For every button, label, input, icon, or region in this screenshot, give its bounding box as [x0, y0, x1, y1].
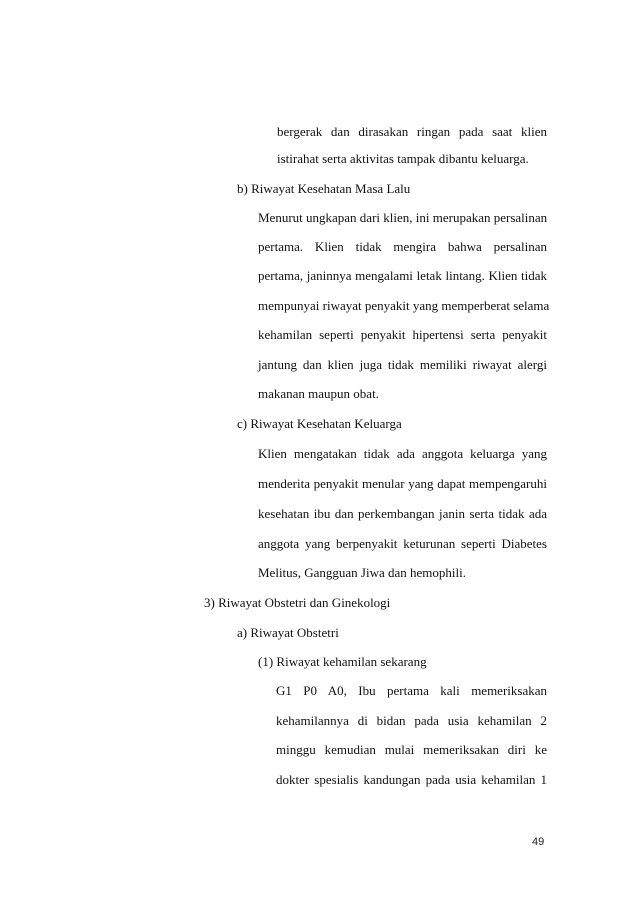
paragraph-line: menderita penyakit menular yang dapat mempengaruhi — [258, 476, 547, 491]
paragraph-line: minggu kemudian mulai memeriksakan diri ke — [276, 742, 547, 757]
paragraph-line: anggota yang berpenyakit keturunan seperti Diabetes — [258, 536, 547, 551]
paragraph-line: bergerak dan dirasakan ringan pada saat klien — [277, 124, 547, 139]
paragraph-line: dokter spesialis kandungan pada usia kehamilan 1 — [276, 772, 547, 787]
paragraph-line: kesehatan ibu dan perkembangan janin serta tidak ada — [258, 506, 547, 521]
paragraph-line: kehamilannya di bidan pada usia kehamilan 2 — [276, 713, 547, 728]
paragraph-line: G1 P0 A0, Ibu pertama kali memeriksakan — [276, 683, 547, 698]
paragraph-line: jantung dan klien juga tidak memiliki riwayat alergi — [258, 357, 547, 372]
paragraph-line: Klien mengatakan tidak ada anggota keluarga yang — [258, 446, 547, 461]
subsection-heading: (1) Riwayat kehamilan sekarang — [258, 654, 427, 669]
paragraph-line: pertama, janinnya mengalami letak lintang. Klien tidak — [258, 268, 547, 283]
paragraph-line: Menurut ungkapan dari klien, ini merupakan persalinan — [258, 210, 548, 225]
paragraph-line: Melitus, Gangguan Jiwa dan hemophili. — [258, 565, 466, 580]
page-number: 49 — [532, 836, 545, 848]
paragraph-line: makanan maupun obat. — [258, 386, 379, 401]
subsection-heading: a) Riwayat Obstetri — [237, 625, 339, 640]
paragraph-line: pertama. Klien tidak mengira bahwa persalinan — [258, 239, 547, 254]
paragraph-line: istirahat serta aktivitas tampak dibantu keluarga. — [277, 151, 529, 166]
section-heading: b) Riwayat Kesehatan Masa Lalu — [237, 181, 411, 196]
section-heading: 3) Riwayat Obstetri dan Ginekologi — [204, 595, 391, 610]
paragraph-line: mempunyai riwayat penyakit yang memperberat selama — [258, 298, 550, 313]
paragraph-line: kehamilan seperti penyakit hipertensi serta penyakit — [258, 327, 547, 342]
section-heading: c) Riwayat Kesehatan Keluarga — [237, 416, 402, 431]
